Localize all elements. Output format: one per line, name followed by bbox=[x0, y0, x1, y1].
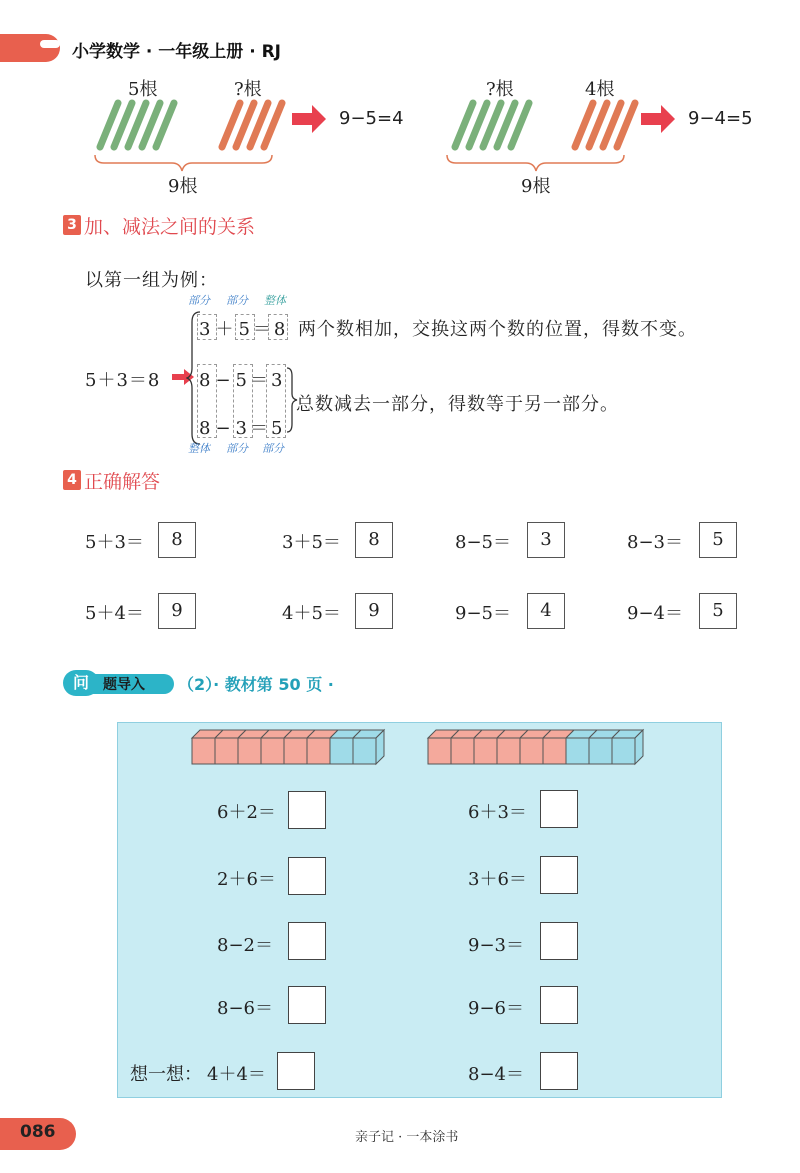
footer-text: 亲子记 · 一本涂书 bbox=[355, 1130, 459, 1145]
cube bbox=[474, 738, 497, 764]
cube bbox=[261, 738, 284, 764]
panel-question: 3＋6＝ bbox=[468, 869, 527, 890]
section-3-title: 加、减法之间的关系 bbox=[84, 216, 256, 238]
cube bbox=[612, 738, 635, 764]
exercise-panel bbox=[117, 722, 722, 1098]
section-3-number: 3 bbox=[63, 215, 81, 235]
exercise-question: 4＋5＝ bbox=[282, 603, 341, 624]
exercise-question: 8−5＝ bbox=[455, 532, 511, 553]
page-header-title: 小学数学 · 一年级上册 · RJ bbox=[72, 42, 282, 62]
panel-answer-box[interactable] bbox=[288, 986, 326, 1024]
cube bbox=[520, 738, 543, 764]
panel-question: 8−4＝ bbox=[468, 1064, 524, 1085]
intro-label: 题导入 bbox=[103, 677, 145, 693]
cube bbox=[353, 738, 376, 764]
brace-left bbox=[95, 155, 272, 171]
think-question: 4＋4＝ bbox=[207, 1064, 266, 1085]
sticks-right-equation: 9−4=5 bbox=[688, 108, 753, 129]
sticks-left-total-label: 9根 bbox=[168, 176, 198, 197]
panel-question: 9−3＝ bbox=[468, 935, 524, 956]
brace-right bbox=[447, 155, 624, 171]
cube bbox=[238, 738, 261, 764]
cube bbox=[215, 738, 238, 764]
panel-question: 6＋3＝ bbox=[468, 802, 527, 823]
cube bbox=[451, 738, 474, 764]
label-part-1: 部分 bbox=[188, 294, 210, 307]
header-accent-bar bbox=[0, 34, 60, 62]
section-3-intro: 以第一组为例： bbox=[85, 270, 218, 291]
answer-box[interactable]: 4 bbox=[527, 593, 565, 629]
cube-strips bbox=[190, 728, 650, 770]
cube bbox=[589, 738, 612, 764]
label-part-2: 部分 bbox=[226, 294, 248, 307]
sticks-left-top-right-label: ?根 bbox=[234, 79, 262, 100]
panel-question: 8−6＝ bbox=[217, 998, 273, 1019]
answer-box[interactable]: 3 bbox=[527, 522, 565, 558]
panel-question: 9−6＝ bbox=[468, 998, 524, 1019]
exercise-question: 5＋3＝ bbox=[85, 532, 144, 553]
start-equation: 5＋3＝8 bbox=[85, 370, 161, 391]
panel-answer-box[interactable] bbox=[540, 1052, 578, 1090]
cube bbox=[192, 738, 215, 764]
section-4-title: 正确解答 bbox=[84, 471, 161, 493]
panel-answer-box[interactable] bbox=[540, 790, 578, 828]
cube bbox=[330, 738, 353, 764]
panel-question: 2＋6＝ bbox=[217, 869, 276, 890]
answer-box[interactable]: 5 bbox=[699, 522, 737, 558]
cube bbox=[497, 738, 520, 764]
answer-box[interactable]: 5 bbox=[699, 593, 737, 629]
exercise-question: 9−4＝ bbox=[627, 603, 683, 624]
arrow-right-icon bbox=[641, 105, 675, 133]
panel-question: 8−2＝ bbox=[217, 935, 273, 956]
panel-answer-box[interactable] bbox=[288, 791, 326, 829]
page-number: 086 bbox=[20, 1122, 56, 1142]
panel-question: 6＋2＝ bbox=[217, 802, 276, 823]
answer-box[interactable]: 9 bbox=[355, 593, 393, 629]
cube bbox=[543, 738, 566, 764]
think-label: 想一想： bbox=[130, 1064, 202, 1085]
exercise-question: 3＋5＝ bbox=[282, 532, 341, 553]
exercise-question: 9−5＝ bbox=[455, 603, 511, 624]
intro-badge: 问 bbox=[63, 670, 99, 696]
answer-box[interactable]: 9 bbox=[158, 593, 196, 629]
panel-answer-box[interactable] bbox=[540, 986, 578, 1024]
answer-box[interactable]: 8 bbox=[355, 522, 393, 558]
cube bbox=[307, 738, 330, 764]
label-whole-1: 整体 bbox=[264, 294, 286, 307]
note-subtraction: 总数减去一部分，得数等于另一部分。 bbox=[296, 394, 619, 415]
label-part-4: 部分 bbox=[262, 442, 284, 455]
arrow-right-icon bbox=[292, 105, 326, 133]
sticks-right-total-label: 9根 bbox=[521, 176, 551, 197]
cube bbox=[428, 738, 451, 764]
panel-answer-box[interactable] bbox=[540, 856, 578, 894]
note-commutative: 两个数相加，交换这两个数的位置，得数不变。 bbox=[298, 319, 697, 340]
header-accent-stripe bbox=[40, 40, 60, 48]
equation-3-plus-5: 3 ＋ 5 ＝ 8 bbox=[199, 319, 287, 340]
sticks-right-top-right-label: 4根 bbox=[585, 79, 615, 100]
cube bbox=[566, 738, 589, 764]
sticks-left-top-left-label: 5根 bbox=[128, 79, 158, 100]
label-part-3: 部分 bbox=[226, 442, 248, 455]
panel-answer-box[interactable] bbox=[288, 922, 326, 960]
panel-answer-box[interactable] bbox=[277, 1052, 315, 1090]
cube bbox=[284, 738, 307, 764]
panel-answer-box[interactable] bbox=[288, 857, 326, 895]
exercise-question: 5＋4＝ bbox=[85, 603, 144, 624]
sticks-left-equation: 9−5=4 bbox=[339, 108, 404, 129]
equation-8-minus-5: 8 − 5 ＝ 3 bbox=[199, 370, 284, 391]
label-whole-2: 整体 bbox=[188, 442, 210, 455]
intro-meta: （2）· 教材第 50 页 · bbox=[178, 675, 334, 694]
section-4-number: 4 bbox=[63, 470, 81, 490]
panel-answer-box[interactable] bbox=[540, 922, 578, 960]
equation-8-minus-3: 8 − 3 ＝ 5 bbox=[199, 418, 284, 439]
exercise-question: 8−3＝ bbox=[627, 532, 683, 553]
sticks-right-top-left-label: ?根 bbox=[486, 79, 514, 100]
answer-box[interactable]: 8 bbox=[158, 522, 196, 558]
